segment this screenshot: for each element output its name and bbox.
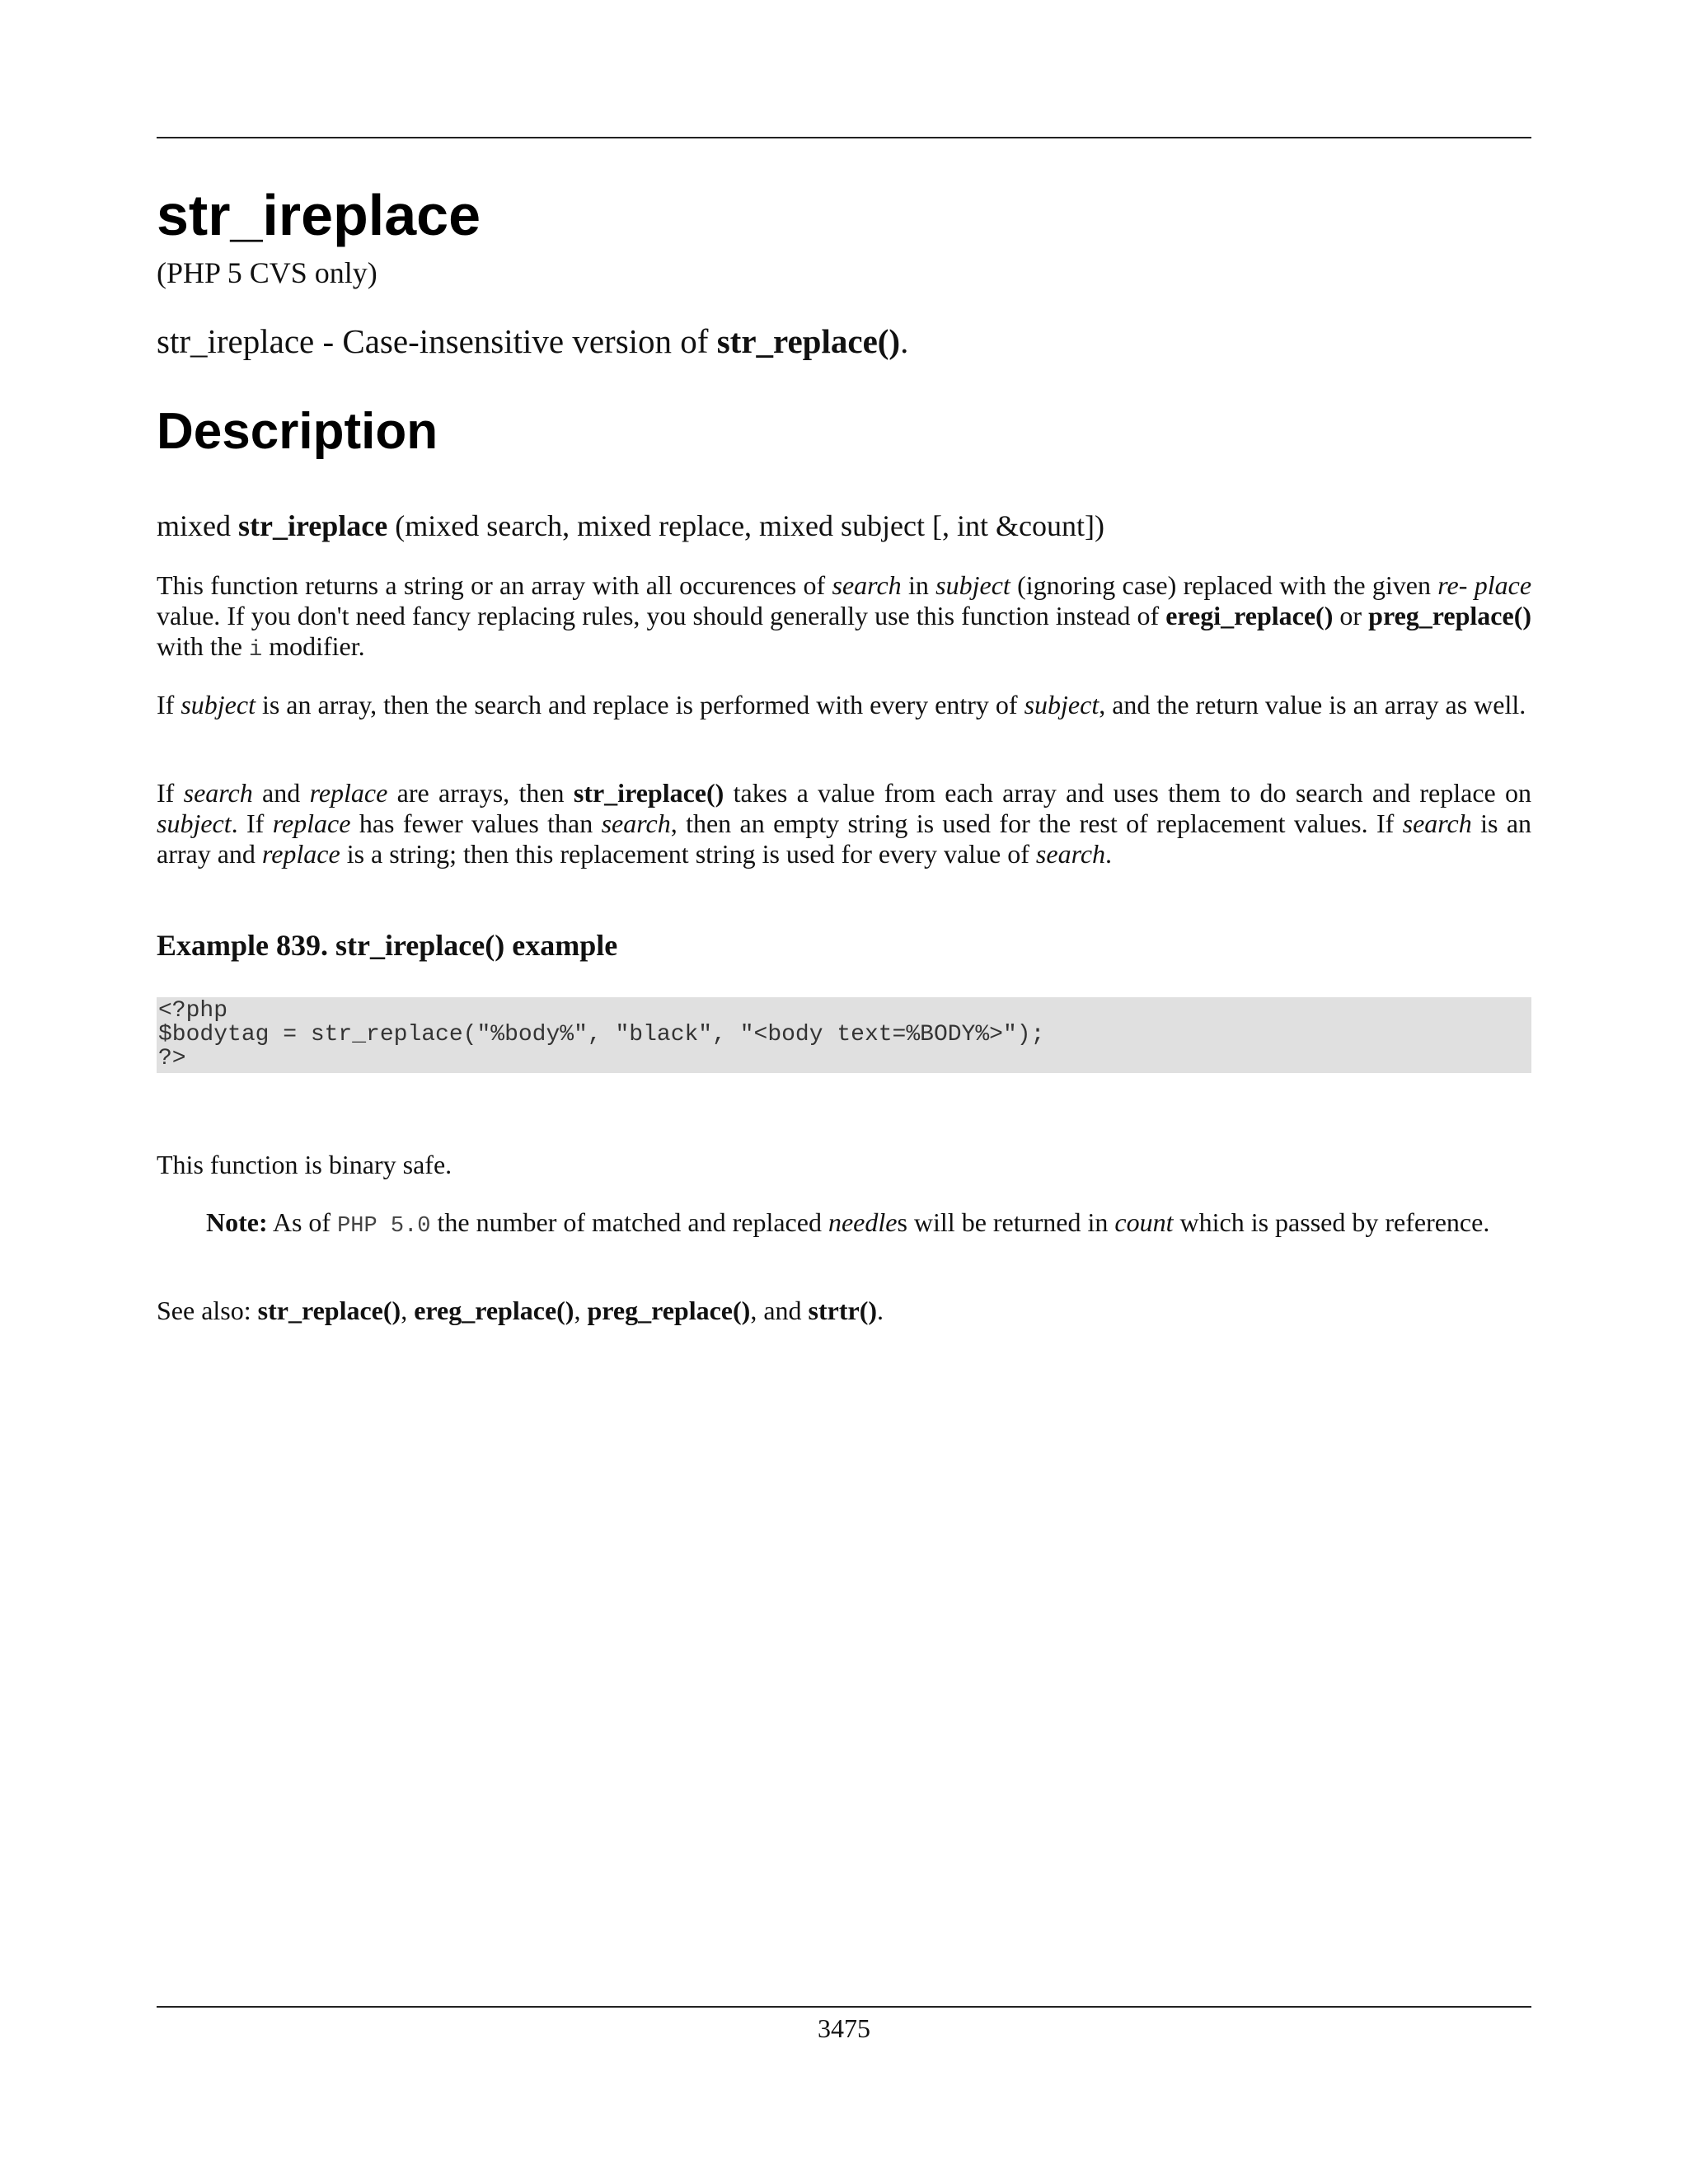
- code-block: <?php $bodytag = str_replace("%body%", "black", "<body text=%BODY%>"); ?>: [157, 997, 1531, 1073]
- see-also-link-ereg-replace[interactable]: ereg_replace(): [414, 1296, 574, 1325]
- see-also: See also: str_replace(), ereg_replace(), preg_replace(), and strtr().: [157, 1296, 884, 1325]
- page-number: 3475: [818, 2013, 870, 2043]
- description-paragraph-2: If subject is an array, then the search and replace is performed with every entry of subject, and the return value is an array as well.: [157, 690, 1526, 719]
- section-heading-description: Description: [157, 403, 438, 460]
- note-label: Note:: [206, 1207, 268, 1237]
- description-paragraph-1: This function returns a string or an array with all occurences of search in subject (ignoring case) replaced with the given re- place value. If you don't need fancy replacing rules, you should generally use this function instead of eregi_replace() or preg_replace() with the i modifier.: [157, 570, 1532, 663]
- see-also-link-str-replace[interactable]: str_replace(): [257, 1296, 401, 1325]
- synopsis-function-name: str_ireplace: [237, 509, 388, 542]
- description-paragraph-3: If search and replace are arrays, then str_ireplace() takes a value from each array and uses them to do search and replace on subject. If replace has fewer values than search, then an empty string is used for the rest of replacement values. If search is an array and replace is a string; then this replacement string is used for every value of search.: [157, 778, 1532, 869]
- function-name-str-ireplace: str_ireplace(): [573, 778, 724, 808]
- see-also-link-preg-replace[interactable]: preg_replace(): [587, 1296, 751, 1325]
- function-synopsis: mixed str_ireplace (mixed search, mixed replace, mixed subject [, int &count]): [157, 509, 1104, 542]
- example-title: Example 839. str_ireplace() example: [157, 929, 618, 962]
- binary-safe-paragraph: This function is binary safe.: [157, 1150, 452, 1179]
- see-also-link-strtr[interactable]: strtr(): [808, 1296, 877, 1325]
- version-info: (PHP 5 CVS only): [157, 256, 377, 289]
- bottom-rule: [157, 2006, 1531, 2008]
- function-link-str-replace[interactable]: str_replace(): [716, 322, 901, 360]
- ref-name: str_ireplace: [157, 322, 315, 360]
- top-rule: [157, 137, 1531, 138]
- ref-purpose: str_ireplace - Case-insensitive version of str_replace().: [157, 322, 909, 360]
- function-link-eregi-replace[interactable]: eregi_replace(): [1165, 601, 1334, 630]
- function-link-preg-replace[interactable]: preg_replace(): [1368, 601, 1531, 630]
- page-title: str_ireplace: [157, 183, 481, 247]
- note-block: Note: As of PHP 5.0 the number of matched and replaced needles will be returned in count which is passed by reference.: [206, 1207, 1490, 1239]
